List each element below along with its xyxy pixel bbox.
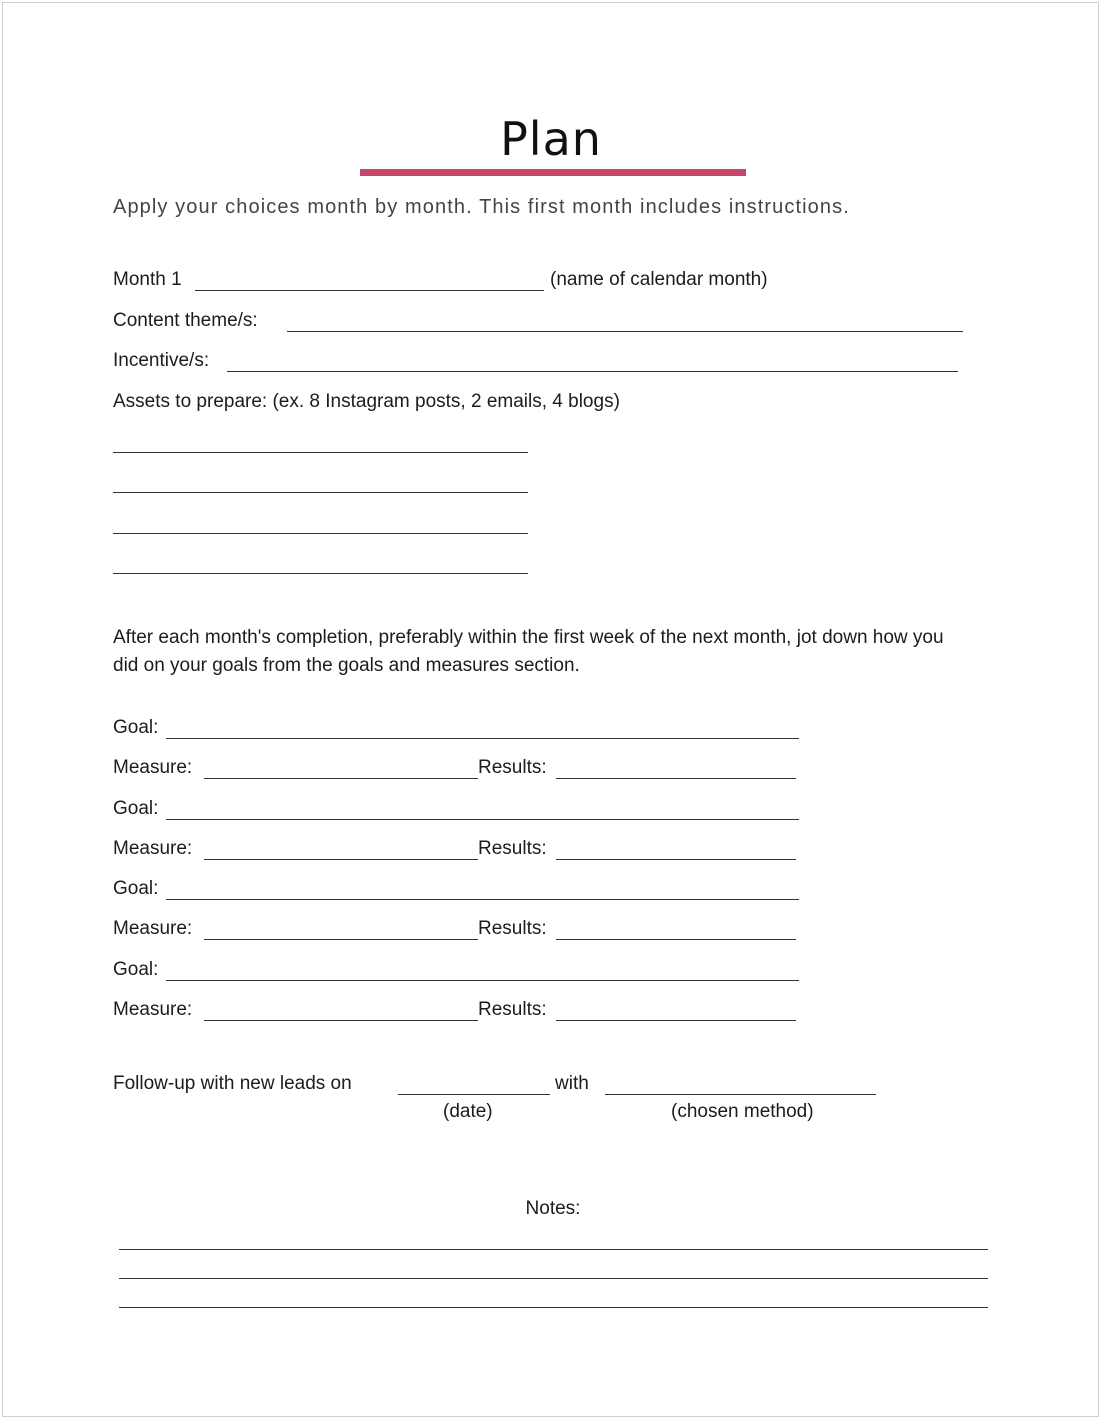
asset-field-4[interactable]: [113, 573, 528, 574]
followup-method-field[interactable]: [605, 1094, 876, 1095]
notes-line-2[interactable]: [119, 1278, 988, 1279]
followup-date-hint: (date): [443, 1101, 493, 1122]
results-field[interactable]: [556, 1020, 796, 1021]
results-label: Results:: [478, 757, 547, 778]
goal-label: Goal:: [113, 798, 159, 819]
goal-field[interactable]: [166, 899, 799, 900]
goal-label: Goal:: [113, 959, 159, 980]
notes-label: Notes:: [525, 1198, 581, 1219]
results-field[interactable]: [556, 778, 796, 779]
asset-field-3[interactable]: [113, 533, 528, 534]
goal-field[interactable]: [166, 980, 799, 981]
goal-field[interactable]: [166, 738, 799, 739]
followup-label: Follow-up with new leads on: [113, 1073, 352, 1094]
results-label: Results:: [478, 999, 547, 1020]
goal-label: Goal:: [113, 717, 159, 738]
followup-method-hint: (chosen method): [671, 1101, 814, 1122]
goal-label: Goal:: [113, 878, 159, 899]
followup-with-label: with: [555, 1073, 589, 1094]
notes-line-1[interactable]: [119, 1249, 988, 1250]
incentive-field[interactable]: [227, 371, 958, 372]
page-title: Plan: [500, 112, 602, 166]
asset-field-1[interactable]: [113, 452, 528, 453]
measure-field[interactable]: [204, 778, 478, 779]
followup-date-field[interactable]: [398, 1094, 550, 1095]
goal-field[interactable]: [166, 819, 799, 820]
measure-label: Measure:: [113, 838, 193, 859]
completion-instructions: After each month's completion, preferably within the first week of the next month, jot down how you did on your goals from the goals and measures section.: [113, 627, 944, 676]
incentive-label: Incentive/s:: [113, 350, 210, 371]
measure-label: Measure:: [113, 757, 193, 778]
page-subtitle: Apply your choices month by month. This first month includes instructions.: [113, 196, 850, 218]
results-label: Results:: [478, 838, 547, 859]
notes-line-3[interactable]: [119, 1307, 988, 1308]
results-label: Results:: [478, 918, 547, 939]
month-label: Month 1: [113, 269, 182, 290]
measure-label: Measure:: [113, 918, 193, 939]
results-field[interactable]: [556, 859, 796, 860]
results-field[interactable]: [556, 939, 796, 940]
asset-field-2[interactable]: [113, 492, 528, 493]
title-underline: [360, 169, 746, 176]
month-field[interactable]: [195, 290, 544, 291]
measure-field[interactable]: [204, 939, 478, 940]
measure-field[interactable]: [204, 859, 478, 860]
content-theme-label: Content theme/s:: [113, 310, 258, 331]
content-theme-field[interactable]: [287, 331, 963, 332]
month-hint: (name of calendar month): [550, 269, 768, 290]
measure-field[interactable]: [204, 1020, 478, 1021]
assets-label: Assets to prepare: (ex. 8 Instagram posts, 2 emails, 4 blogs): [113, 391, 620, 412]
measure-label: Measure:: [113, 999, 193, 1020]
